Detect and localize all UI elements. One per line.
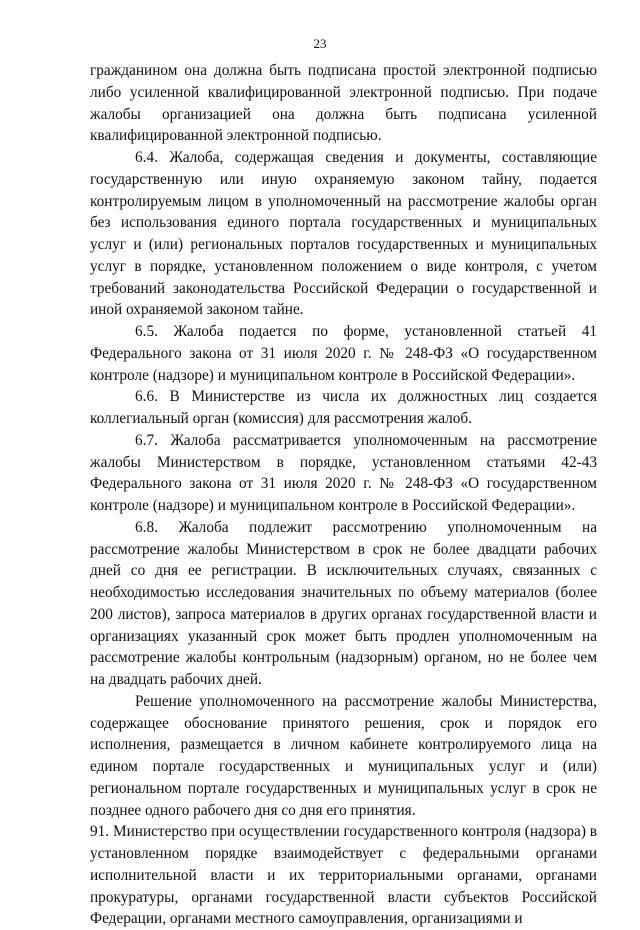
paragraph-91: 91. Министерство при осуществлении государственного контроля (надзора) в установленном порядке взаимодействует с федеральными органами исполнительной власти и их территориальными органами, органами прокуратуры, органами государственной власти субъектов Российской Федерации, органами местного самоуправления, организациями и (90, 823, 597, 928)
paragraph-6-4: 6.4. Жалоба, содержащая сведения и документы, составляющие государственную или иную охраняемую законом тайну, подается контролируемым лицом в уполномоченный на рассмотрение жалобы орган без использования единого портала государственных и муниципальных услуг и (или) региональных порталов государственных и муниципальных услуг в порядке, установленном положением о виде контроля, с учетом требований законодательства Российской Федерации о государственной и иной охраняемой законом тайне. (90, 149, 597, 319)
paragraph-decision: Решение уполномоченного на рассмотрение жалобы Министерства, содержащее обоснование принятого решения, срок и порядок его исполнения, размещается в личном кабинете контролируемого лица на едином портале государственных и муниципальных услуг и (или) региональном портале государственных и муниципальных услуг в срок не позднее одного рабочего дня со дня его принятия. (90, 692, 597, 819)
paragraph-6-7: 6.7. Жалоба рассматривается уполномоченным на рассмотрение жалобы Министерством в порядке, установленном статьями 42-43 Федерального закона от 31 июля 2020 г. № 248-ФЗ «О государственном контроле (надзоре) и муниципальном контроле в Российской Федерации». (90, 431, 597, 514)
paragraph-signature-requirements: гражданином она должна быть подписана простой электронной подписью либо усиленной квалифицированной электронной подписью. При подаче жалобы организацией она должна быть подписана усиленной квалифицированной электронной подписью. (90, 62, 597, 145)
page-number: 23 (313, 36, 327, 51)
document-body (90, 60, 597, 930)
paragraph-6-5: 6.5. Жалоба подается по форме, установленной статьей 41 Федерального закона от 31 июля 2020 г. № 248-ФЗ «О государственном контроле (надзоре) и муниципальном контроле в Российской Федерации». (90, 323, 597, 384)
paragraph-6-6: 6.6. В Министерстве из числа их должностных лиц создается коллегиальный орган (комиссия) для рассмотрения жалоб. (90, 388, 597, 427)
paragraph-6-8: 6.8. Жалоба подлежит рассмотрению уполномоченным на рассмотрение жалобы Министерством в срок не более двадцати рабочих дней со дня ее регистрации. В исключительных случаях, связанных с необходимостью исследования значительных по объему материалов (более 200 листов), запроса материалов в других органах государственной власти и организациях указанный срок может быть продлен уполномоченным на рассмотрение жалобы контрольным (надзорным) органом, но не более чем на двадцать рабочих дней. (90, 518, 597, 688)
